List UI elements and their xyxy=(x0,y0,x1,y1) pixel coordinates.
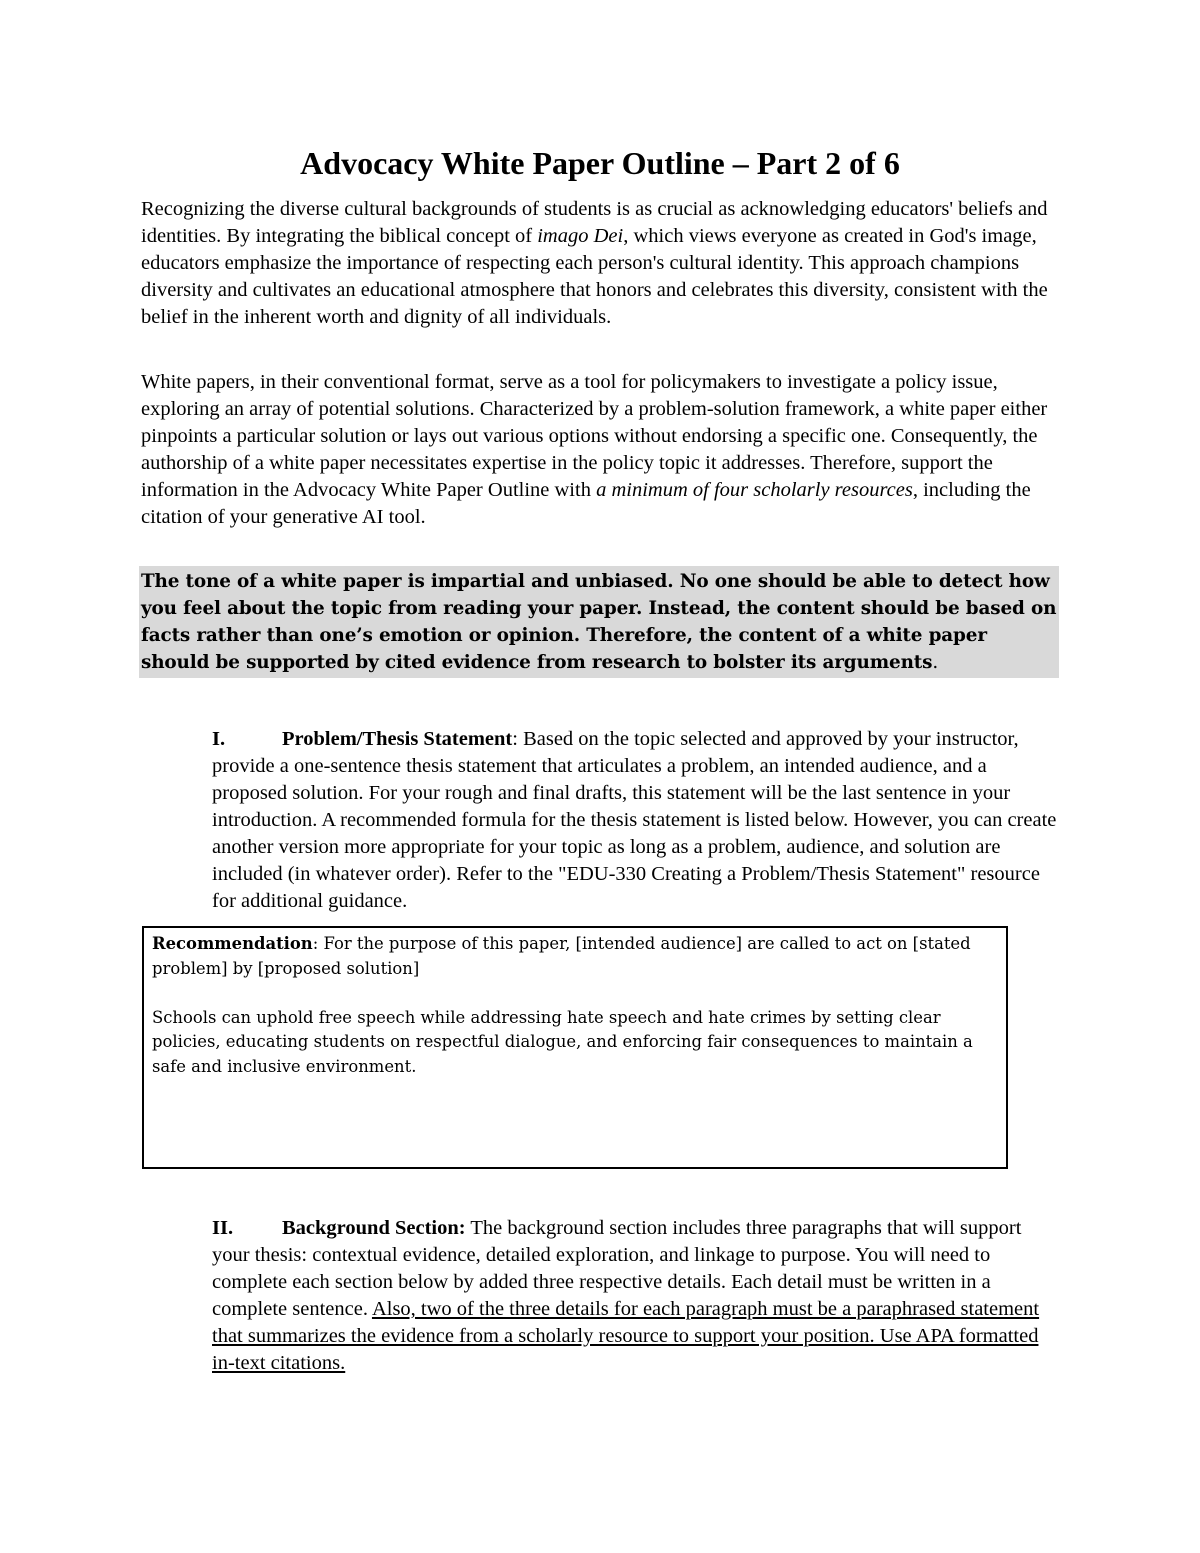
intro-paragraph-1 xyxy=(141,196,1059,331)
section-1-body: Based on the topic selected and approved by your instructor, provide a one-sentence thesis statement that articulates a problem, an intended audience, and a proposed solution. For your rough and final drafts, this statement will be the last sentence in your introduction. A recommended formula for the thesis statement is listed below. However, you can create another version more appropriate for your topic as long as a problem, audience, and solution are included (in whatever order). Refer to the "EDU-330 Creating a Problem/Thesis Statement" resource for additional guidance. xyxy=(212,728,1057,912)
imago-dei-term: imago Dei xyxy=(537,225,624,247)
intro-p2-text: White papers, in their conventional format, serve as a tool for policymakers to investigate a policy issue, exploring an array of potential solutions. Characterized by a problem-solution framework, a white paper either pinpoints a particular solution or lays out various options without endorsing a specific one. Consequently, the authorship of a white paper necessitates expertise in the policy topic it addresses. Therefore, support the information in the Advocacy White Paper Outline with xyxy=(141,371,1048,501)
section-1-text xyxy=(212,726,1064,915)
section-2-underlined-instruction: Also, two of the three details for each paragraph must be a paraphrased statement that summarizes the evidence from a scholarly resource to support your position. Use APA formatted in-text citations. xyxy=(212,1298,1040,1374)
intro-p1-text: Recognizing the diverse cultural backgrounds of students is as crucial as acknowledging educators' beliefs and identities. By integrating the biblical concept of xyxy=(141,198,1048,247)
tone-paragraph xyxy=(141,568,1059,676)
recommendation-formula-line xyxy=(152,932,998,981)
recommendation-content xyxy=(152,932,998,1079)
section-2-body: The background section includes three paragraphs that will support your thesis: contextual evidence, detailed exploration, and linkage to purpose. You will need to complete each section below by added three respective details. Each detail must be written in a complete sentence. xyxy=(212,1217,1022,1320)
section-2-numeral: II. xyxy=(212,1217,234,1239)
recommendation-box[interactable] xyxy=(142,926,1008,1169)
section-problem-thesis xyxy=(212,726,1064,915)
recommendation-label: Recommendation xyxy=(152,934,313,953)
intro-paragraph-2 xyxy=(141,369,1059,531)
tone-period: . xyxy=(932,652,939,673)
thesis-answer[interactable]: Schools can uphold free speech while addressing hate speech and hate crimes by setting clear policies, educating students on respectful dialogue, and enforcing fair consequences to maintain a safe and inclusive environment. xyxy=(152,1007,973,1076)
section-1-numeral: I. xyxy=(212,728,226,750)
section-background xyxy=(212,1215,1064,1377)
section-1-heading-sep: : xyxy=(512,728,518,750)
section-1-heading: Problem/Thesis Statement xyxy=(282,728,513,750)
intro-p1-text-continued: , which views everyone as created in God's image, educators emphasize the importance of respecting each person's cultural identity. This approach champions diversity and cultivates an educational atmosphere that honors and celebrates this diversity, consistent with the belief in the inherent worth and dignity of all individuals. xyxy=(141,225,1048,328)
page-title: Advocacy White Paper Outline – Part 2 of 6 xyxy=(300,145,900,181)
recommendation-label-sep: : xyxy=(312,934,319,953)
intro-p2-text-continued: , including the citation of your generative AI tool. xyxy=(141,479,1031,528)
section-2-heading: Background Section: xyxy=(282,1217,466,1239)
tone-bold-text: The tone of a white paper is impartial and unbiased. No one should be able to detect how you feel about the topic from reading your paper. Instead, the content should be based on facts rather than one’s emotion or opinion. Therefore, the content of a white paper should be supported by cited evidence from research to bolster its arguments xyxy=(141,571,1057,673)
section-2-text xyxy=(212,1215,1064,1377)
scholarly-resources-emphasis: a minimum of four scholarly resources xyxy=(596,479,913,501)
recommendation-formula: For the purpose of this paper, [intended audience] are called to act on [stated problem] by [proposed solution] xyxy=(152,934,971,978)
